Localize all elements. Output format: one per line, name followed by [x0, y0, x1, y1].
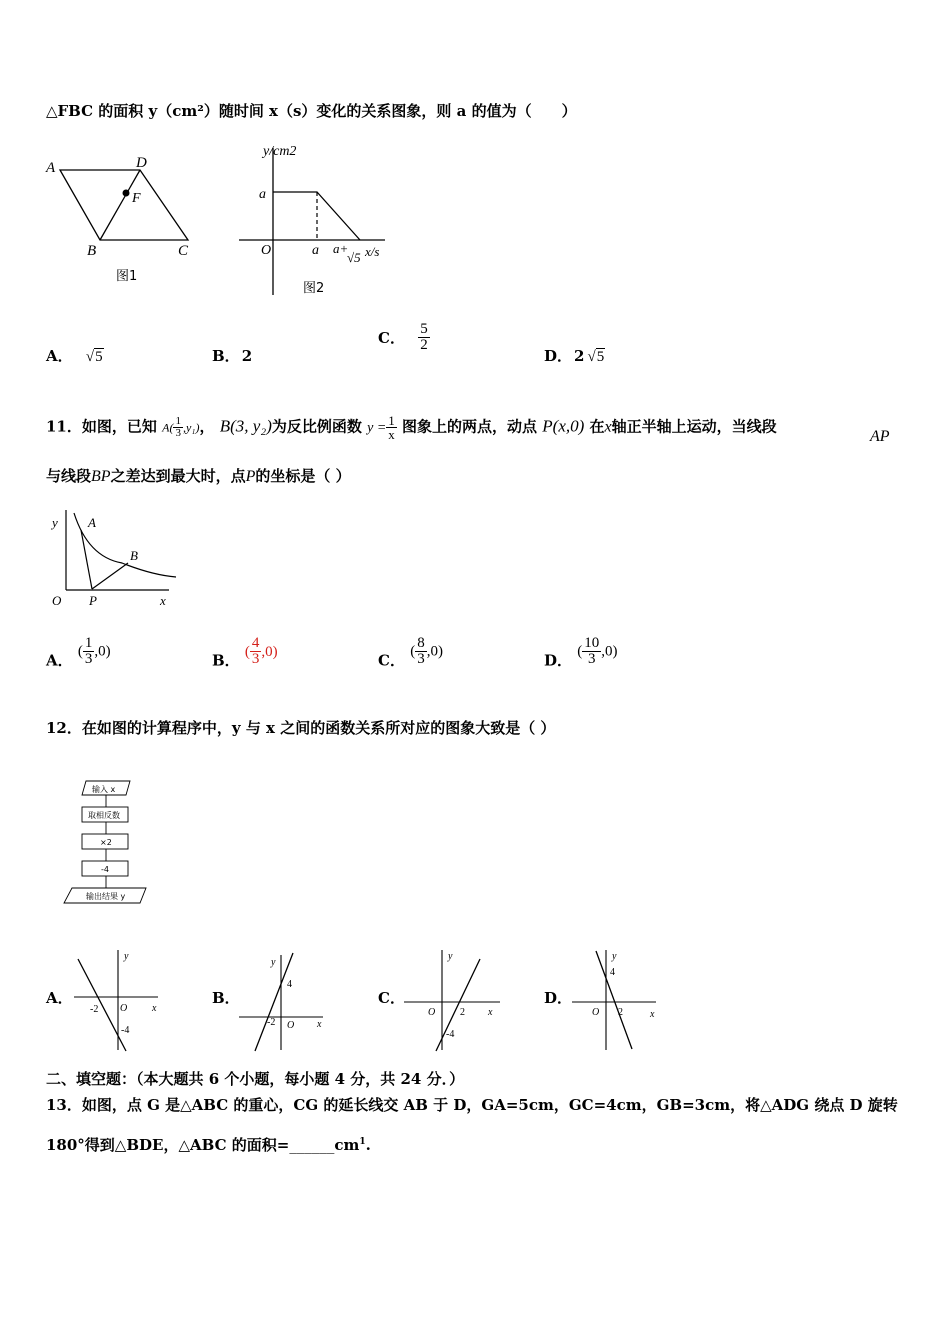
q11-stem-line1: 11．如图，已知 A( $\frac{1}{3}$ ,y₁)， B(3, y₂)为反比例函数 y = $\frac{1}{x}$ 图象上的两点，动点 P(x,0) 在x轴正半轴上运动，当线段 — [46, 413, 777, 442]
q11-option-c[interactable]: C． ( $\frac{8}{3}$ ,0) — [378, 635, 443, 670]
q12-option-d[interactable]: D． — [544, 989, 573, 1007]
svg-text:x: x — [152, 1003, 157, 1014]
svg-text:x: x — [650, 1009, 655, 1020]
section-2-heading: 二、填空题：（本大题共 6 个小题，每小题 4 分，共 24 分．） — [46, 1070, 465, 1088]
flow-step-1: 输入 x — [92, 785, 116, 794]
svg-text:O: O — [428, 1007, 436, 1018]
label-B: B — [130, 548, 138, 563]
q11-option-d[interactable]: D． ( $\frac{10}{3}$ ,0) — [544, 635, 618, 670]
q11-ap: AP — [870, 428, 890, 445]
q12-graph-c[interactable] — [400, 945, 510, 1055]
label-A: A — [88, 515, 96, 530]
flow-step-5: 输出结果 y — [86, 892, 126, 901]
label-D: D — [136, 155, 147, 171]
q10-stem: △FBC 的面积 y（cm²）随时间 x（s）变化的关系图象，则 a 的值为（ ） — [46, 102, 577, 120]
q10-option-d[interactable]: D． 2 √5 — [544, 347, 605, 365]
svg-text:O: O — [592, 1007, 600, 1018]
q12-option-b[interactable]: B． — [212, 989, 240, 1007]
label-x-end: a+ — [333, 241, 349, 256]
q12-option-a[interactable]: A． — [46, 989, 73, 1007]
flow-step-2: 取相反数 — [88, 811, 120, 820]
q10-figure-2 — [235, 140, 395, 300]
svg-text:-2: -2 — [267, 1017, 276, 1028]
label-O: O — [52, 593, 62, 608]
svg-text:2: 2 — [618, 1007, 623, 1018]
caption-fig1: 图1 — [116, 269, 138, 284]
flow-step-4: -4 — [101, 865, 109, 874]
q13-line2: 180°得到△BDE，△ABC 的面积$=\_\_\_\_\_\_cm^1$. — [46, 1136, 371, 1154]
svg-text:2: 2 — [460, 1007, 465, 1018]
svg-text:y: y — [612, 951, 617, 962]
label-C: C — [178, 243, 189, 259]
svg-text:x: x — [317, 1019, 322, 1030]
label-P: P — [89, 593, 97, 608]
q12-flowchart — [60, 775, 160, 915]
label-sqrt5: √5 — [347, 250, 361, 265]
q13-line1: 13．如图，点 G 是△ABC 的重心，CG 的延长线交 AB 于 D，GA=5cm，GC=4cm，GB=3cm，将△ADG 绕点 D 旋转 — [46, 1096, 898, 1114]
q11-figure — [44, 505, 194, 615]
svg-text:4: 4 — [287, 979, 292, 990]
q13-answer-blank[interactable]: ______ — [289, 1136, 335, 1154]
q12-option-c[interactable]: C． — [378, 989, 405, 1007]
label-B: B — [87, 243, 97, 259]
svg-text:y: y — [448, 951, 453, 962]
svg-text:-4: -4 — [446, 1029, 455, 1040]
q10-option-c[interactable]: C． $\frac{5}{2}$ — [378, 321, 428, 353]
svg-text:y: y — [271, 957, 276, 968]
svg-text:y: y — [124, 951, 129, 962]
q11-option-b[interactable]: B． ( $\frac{4}{3}$ ,0) — [212, 635, 278, 670]
label-origin: O — [261, 243, 272, 258]
label-A: A — [46, 160, 56, 176]
svg-text:O: O — [287, 1020, 295, 1031]
q10-figure-1 — [40, 150, 200, 290]
svg-text:-4: -4 — [121, 1025, 130, 1036]
label-x: x — [160, 593, 166, 608]
svg-text:4: 4 — [610, 967, 615, 978]
label-y-axis: y/cm2 — [263, 144, 297, 159]
svg-text:-2: -2 — [90, 1004, 99, 1015]
caption-fig2: 图2 — [303, 281, 325, 296]
svg-text:x: x — [488, 1007, 493, 1018]
label-x-a: a — [312, 243, 319, 258]
label-a: a — [259, 187, 266, 202]
flow-step-3: ×2 — [100, 838, 112, 847]
q11-option-a[interactable]: A． ( $\frac{1}{3}$ ,0) — [46, 635, 111, 670]
q11-stem-line2: 与线段BP之差达到最大时，点P的坐标是（ ） — [46, 467, 351, 485]
q10-option-b[interactable]: B． 2 — [212, 347, 253, 365]
q12-stem: 12．在如图的计算程序中，y 与 x 之间的函数关系所对应的图象大致是（ ） — [46, 719, 556, 737]
label-y: y — [52, 515, 58, 530]
q12-graph-a[interactable] — [70, 945, 180, 1055]
label-x-unit: x/s — [365, 244, 380, 259]
label-F: F — [132, 191, 141, 206]
q10-option-a[interactable]: A． √5 — [46, 347, 103, 365]
q12-graph-d[interactable] — [568, 945, 678, 1055]
svg-text:O: O — [120, 1003, 128, 1014]
q12-graph-b[interactable] — [235, 945, 345, 1055]
